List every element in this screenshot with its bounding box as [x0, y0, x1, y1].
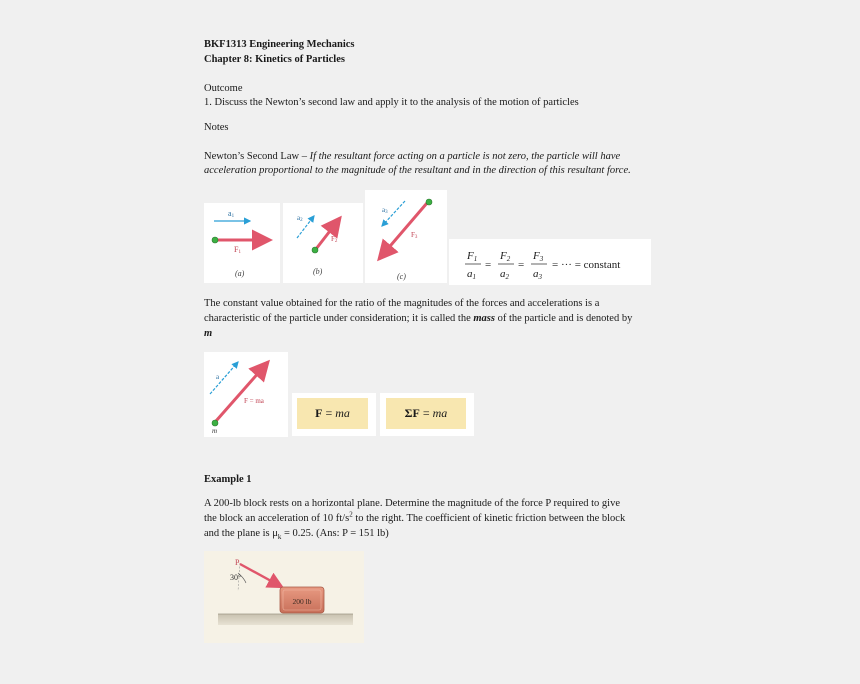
eq2-rhs: ma — [432, 406, 448, 420]
example-line-2 — [204, 512, 625, 527]
law-statement-1: If the resultant force acting on a particle is not zero, the particle will have — [309, 151, 621, 162]
fig1a-caption: (a) — [235, 269, 245, 278]
figure-1a — [204, 203, 280, 283]
example-line-2-post: to the right. The coefficient of kinetic friction between the block — [352, 513, 626, 524]
example-line-3-pre: and the plane is μ — [204, 528, 278, 539]
fig2-mass-label: m — [212, 427, 218, 435]
course-title: BKF1313 Engineering Mechanics — [204, 39, 355, 50]
ratio-num-1: F1 — [467, 250, 478, 263]
figure-1c — [365, 190, 447, 283]
fig3-angle-label: 30° — [230, 573, 242, 582]
ratio-den-2: a2 — [500, 268, 509, 281]
ratio-den-1: a1 — [467, 268, 476, 281]
outcome-item: 1. Discuss the Newton’s second law and apply it to the analysis of the motion of particles — [204, 97, 579, 108]
ratio-eq-2: = — [518, 259, 525, 271]
law-prefix: Newton’s Second Law – — [204, 151, 310, 162]
ratio-tail: = ··· = constant — [552, 259, 621, 271]
notes-heading: Notes — [204, 122, 229, 133]
fig3-block-label: 200 lb — [292, 597, 312, 606]
mass-term: mass — [473, 313, 495, 324]
mass-line-2 — [204, 312, 632, 327]
law-line-2: acceleration proportional to the magnitude of the resultant and in the direction of this resultant force. — [204, 165, 631, 176]
ratio-num-3: F3 — [533, 250, 544, 263]
eq1-rhs: ma — [335, 406, 350, 420]
eq1-lhs: F — [315, 406, 323, 420]
fig1c-accel-label: a3 — [382, 206, 388, 215]
mass-symbol: m — [204, 328, 213, 339]
fig1c-caption: (c) — [397, 272, 406, 281]
figure-1b — [283, 203, 363, 283]
fig3-force-label: P — [235, 558, 240, 567]
example-line-3 — [204, 527, 389, 542]
ratio-equation — [449, 239, 651, 285]
mass-line-2-post: of the particle and is denoted by — [494, 313, 633, 324]
example-line-3-post: = 0.25. (Ans: P = 151 lb) — [281, 528, 389, 539]
outcome-heading: Outcome — [204, 83, 243, 94]
mass-line-2-pre: characteristic of the particle under consideration; it is called the — [204, 313, 474, 324]
ratio-den-3: a3 — [533, 268, 542, 281]
law-line-1 — [204, 150, 620, 165]
example-heading: Example 1 — [204, 474, 252, 485]
ratio-num-2: F2 — [500, 250, 511, 263]
equation-fma-box — [292, 393, 376, 436]
example-line-1: A 200-lb block rests on a horizontal plane. Determine the magnitude of the force P required to give — [204, 498, 620, 509]
equation-sum-fma — [386, 398, 466, 429]
equation-sum-fma-box — [380, 393, 474, 436]
example-subscript: k — [277, 533, 282, 542]
fig1b-accel-label: a2 — [297, 214, 303, 223]
eq2-op: = — [419, 406, 433, 420]
figure-2 — [204, 352, 288, 437]
fig1a-force-label: F1 — [234, 245, 241, 255]
fig1b-force-label: F2 — [331, 235, 338, 244]
equation-fma — [297, 398, 368, 429]
fig1c-force-label: F3 — [411, 231, 418, 240]
example-exponent: 2 — [349, 510, 353, 519]
mass-line-1: The constant value obtained for the ratio of the magnitudes of the forces and accelerations is a — [204, 298, 600, 309]
ratio-eq-1: = — [485, 259, 492, 271]
figure-3 — [204, 551, 364, 643]
eq2-lhs: ΣF — [404, 406, 420, 420]
example-line-2-pre: the block an acceleration of 10 ft/s — [204, 513, 350, 524]
fig1a-accel-label: a1 — [228, 209, 235, 219]
fig2-accel-label: a — [216, 373, 220, 381]
fig2-force-label: F = ma — [244, 397, 264, 405]
fig1b-caption: (b) — [313, 267, 323, 276]
chapter-title: Chapter 8: Kinetics of Particles — [204, 54, 345, 65]
eq1-op: = — [322, 406, 336, 420]
